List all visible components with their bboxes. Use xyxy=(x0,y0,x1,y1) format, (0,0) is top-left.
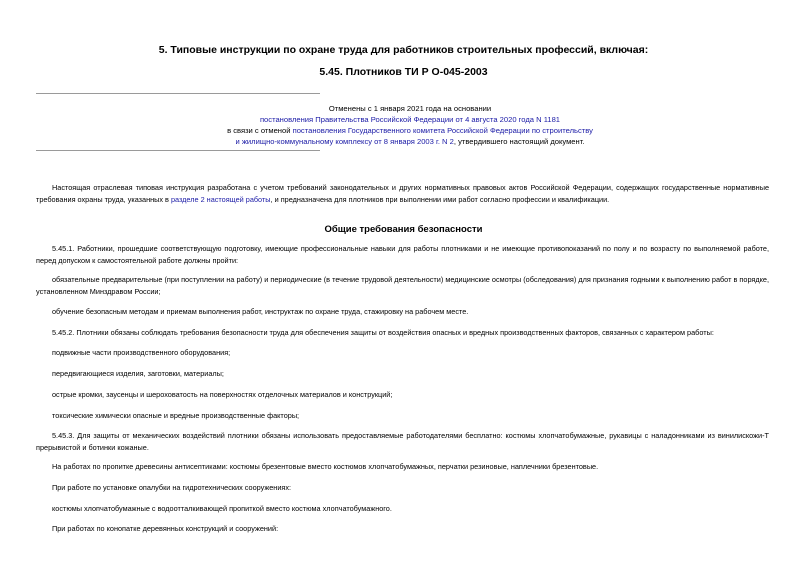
paragraph-antiseptic-work: На работах по пропитке древесины антисептиками: костюмы брезентовые вместо костюмов хлопчатобумажных, перчатки резиновые, наплечники брезентовые. xyxy=(52,462,599,471)
paragraph-5-45-1: 5.45.1. Работники, прошедшие соответствующую подготовку, имеющие профессиональные навыки для работы плотниками и не имеющие противопоказаний по полу и по возрасту по выполняемой работе, перед допуском к самостоятельной работе должны пройти: xyxy=(36,244,769,265)
note-line-1: Отменены с 1 января 2021 года на основании xyxy=(328,104,492,113)
note-line-4-suffix: , утвердившего настоящий документ. xyxy=(453,137,585,146)
list-item-moving-products: передвигающиеся изделия, заготовки, материалы; xyxy=(52,369,224,378)
document-subtitle: 5.45. Плотников ТИ Р О-045-2003 xyxy=(319,66,488,78)
note-line-4 xyxy=(180,136,640,147)
paragraph-training: обучение безопасным методам и приемам выполнения работ, инструктаж по охране труда, стажировку на рабочем месте. xyxy=(52,307,469,316)
note-line-2 xyxy=(180,114,640,125)
bottom-divider xyxy=(36,150,320,151)
paragraph-medical-exams: обязательные предварительные (при поступлении на работу) и периодические (в течение трудовой деятельности) медицинские осмотры (обследования) для признания годными к выполнению работ в порядке, установленном Минздравом России; xyxy=(36,275,769,296)
note-line-3-prefix: в связи с отменой xyxy=(227,126,293,135)
paragraph-caulking: При работах по конопатке деревянных конструкций и сооружений: xyxy=(52,524,279,533)
section-2-link[interactable]: разделе 2 настоящей работы xyxy=(170,194,271,204)
intro-paragraph xyxy=(36,182,769,205)
cancellation-note xyxy=(180,103,640,147)
list-item-sharp-edges: острые кромки, заусенцы и шероховатость на поверхностях отделочных материалов и конструкций; xyxy=(52,390,393,399)
government-decree-link[interactable]: постановления Правительства Российской Федерации от 4 августа 2020 года N 1181 xyxy=(259,115,561,124)
top-divider xyxy=(36,93,320,94)
paragraph-waterproof-suits: костюмы хлопчатобумажные с водоотталкивающей пропиткой вместо костюма хлопчатобумажного. xyxy=(52,504,392,513)
paragraph-formwork: При работе по установке опалубки на гидротехнических сооружениях: xyxy=(52,483,292,492)
gosstroy-decree-link[interactable]: постановления Государственного комитета Российской Федерации по строительству xyxy=(292,126,593,135)
paragraph-5-45-2: 5.45.2. Плотники обязаны соблюдать требования безопасности труда для обеспечения защиты от воздействия опасных и вредных производственных факторов, связанных с характером работы: xyxy=(52,328,714,337)
gosstroy-decree-link-cont[interactable]: и жилищно-коммунальному комплексу от 8 января 2003 г. N 2 xyxy=(235,137,454,146)
list-item-toxic-factors: токсические химически опасные и вредные производственные факторы; xyxy=(52,411,300,420)
note-line-3 xyxy=(180,125,640,136)
intro-text-1: Настоящая отраслевая типовая инструкция разработана с учетом требований законодательных и других нормативных правовых актов Российской Федерации, содержащих государственные нормативные требования охраны труда, указанных в xyxy=(36,183,769,204)
paragraph-5-45-3: 5.45.3. Для защиты от механических воздействий плотники обязаны использовать предоставляемые работодателями бесплатно: костюмы хлопчатобумажные, рукавицы с наладонниками из винилискожи-Т прерывистой и ботинки кожаные. xyxy=(36,431,769,452)
intro-text-2: , и предназначена для плотников при выполнении ими работ согласно профессии и квалификации. xyxy=(270,194,610,204)
document-title: 5. Типовые инструкции по охране труда для работников строительных профессий, включая: xyxy=(158,44,649,56)
section-heading: Общие требования безопасности xyxy=(324,224,483,235)
list-item-moving-parts: подвижные части производственного оборудования; xyxy=(52,348,231,357)
